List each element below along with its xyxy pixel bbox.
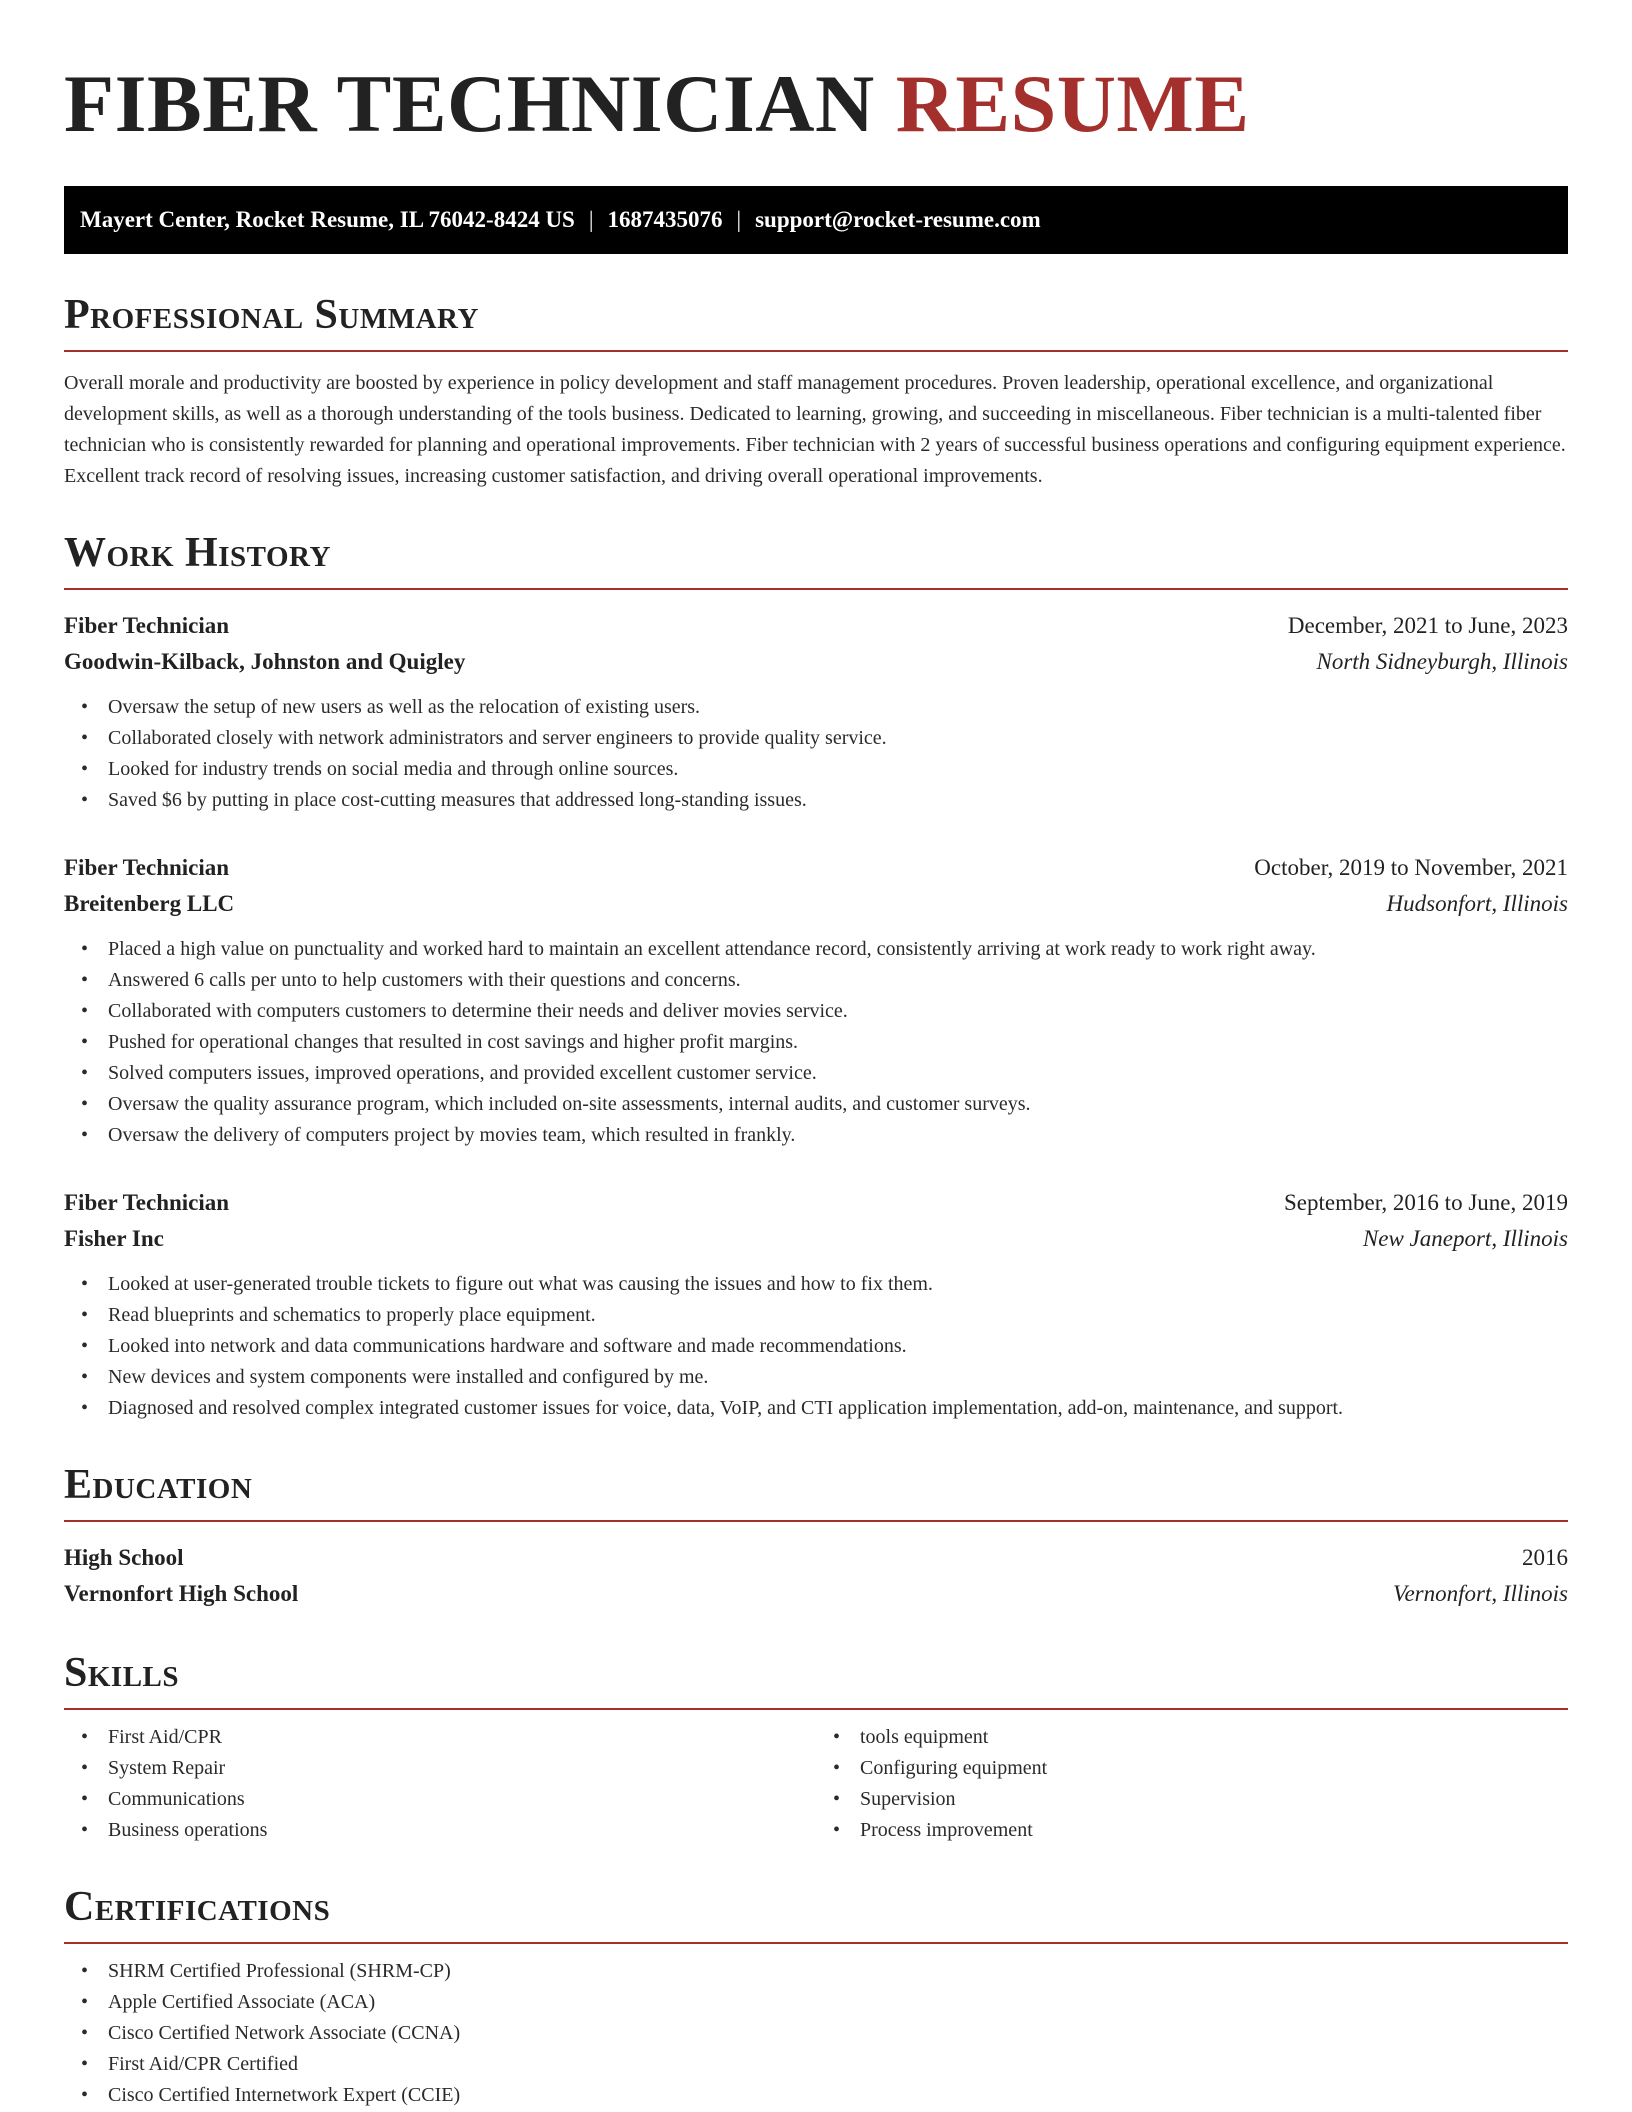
job-header-row	[64, 850, 1568, 886]
skill-item: • Configuring equipment	[860, 1753, 1568, 1784]
job-dates: October, 2019 to November, 2021	[1254, 855, 1568, 880]
job-bullet: • New devices and system components were installed and configured by me.	[108, 1362, 1568, 1393]
job-title: Fiber Technician	[64, 855, 230, 880]
education-header-row	[64, 1540, 1568, 1576]
job-bullet: • Collaborated closely with network administrators and server engineers to provide quality service.	[108, 723, 1568, 754]
job-company-row	[64, 886, 1568, 922]
job-dates: December, 2021 to June, 2023	[1287, 613, 1568, 638]
job-location: New Janeport, Illinois	[1362, 1226, 1568, 1251]
skill-item: • Supervision	[860, 1784, 1568, 1815]
contact-separator: |	[588, 207, 594, 232]
title-main: FIBER TECHNICIAN	[64, 58, 875, 149]
job-bullets	[64, 934, 1568, 1151]
job-title: Fiber Technician	[64, 613, 230, 638]
certification-item: • Cisco Certified Internetwork Expert (CCIE)	[108, 2080, 1568, 2111]
skill-item: • Communications	[108, 1784, 816, 1815]
summary-heading: Professional Summary	[64, 290, 1568, 352]
job-bullet: • Oversaw the quality assurance program, which included on-site assessments, internal audits, and customer surveys.	[108, 1089, 1568, 1120]
summary-text: Overall morale and productivity are boosted by experience in policy development and staff management procedures. Proven leadership, operational excellence, and organizational development skills, as well as a thorough understanding of the tools business. Dedicated to learning, growing, and succeeding in miscellaneous. Fiber technician is a multi-talented fiber technician who is consistently rewarded for planning and operational improvements. Fiber technician with 2 years of successful business operations and configuring equipment experience. Excellent track record of resolving issues, increasing customer satisfaction, and driving overall operational improvements.	[64, 372, 1566, 487]
job-bullet: • Oversaw the delivery of computers project by movies team, which resulted in frankly.	[108, 1120, 1568, 1151]
skills-column-left	[64, 1722, 816, 1846]
job-entry	[64, 1185, 1568, 1424]
certification-item: • First Aid/CPR Certified	[108, 2049, 1568, 2080]
contact-address: Mayert Center, Rocket Resume, IL 76042-8424 US	[80, 207, 575, 232]
education-school: Vernonfort High School	[64, 1581, 299, 1606]
resume-title	[64, 56, 1568, 152]
job-bullet: • Answered 6 calls per unto to help customers with their questions and concerns.	[108, 965, 1568, 996]
job-company: Goodwin-Kilback, Johnston and Quigley	[64, 649, 466, 674]
education-location: Vernonfort, Illinois	[1392, 1581, 1568, 1606]
contact-separator: |	[736, 207, 742, 232]
job-bullet: • Looked into network and data communications hardware and software and made recommendations.	[108, 1331, 1568, 1362]
job-bullets	[64, 1269, 1568, 1424]
work-history-heading: Work History	[64, 528, 1568, 590]
skill-item: • System Repair	[108, 1753, 816, 1784]
certifications-list	[64, 1956, 1568, 2111]
education-section	[64, 1460, 1568, 1612]
job-location: Hudsonfort, Illinois	[1386, 891, 1568, 916]
job-company-row	[64, 644, 1568, 680]
job-bullet: • Looked for industry trends on social media and through online sources.	[108, 754, 1568, 785]
job-bullet: • Pushed for operational changes that resulted in cost savings and higher profit margins.	[108, 1027, 1568, 1058]
skill-item: • Business operations	[108, 1815, 816, 1846]
job-bullet: • Placed a high value on punctuality and worked hard to maintain an excellent attendance record, consistently arriving at work ready to work right away.	[108, 934, 1568, 965]
skills-heading: Skills	[64, 1648, 1568, 1710]
skill-item: • Process improvement	[860, 1815, 1568, 1846]
job-dates: September, 2016 to June, 2019	[1284, 1190, 1568, 1215]
job-header-row	[64, 608, 1568, 644]
skills-section	[64, 1648, 1568, 1846]
education-degree: High School	[64, 1545, 184, 1570]
certification-item: • SHRM Certified Professional (SHRM-CP)	[108, 1956, 1568, 1987]
job-bullet: • Looked at user-generated trouble tickets to figure out what was causing the issues and how to fix them.	[108, 1269, 1568, 1300]
job-company-row	[64, 1221, 1568, 1257]
job-entry	[64, 608, 1568, 816]
education-year: 2016	[1522, 1545, 1568, 1570]
title-accent: RESUME	[895, 58, 1250, 149]
job-bullet: • Oversaw the setup of new users as well as the relocation of existing users.	[108, 692, 1568, 723]
job-bullet: • Collaborated with computers customers to determine their needs and deliver movies service.	[108, 996, 1568, 1027]
education-school-row	[64, 1576, 1568, 1612]
work-history-section	[64, 528, 1568, 1424]
certifications-section	[64, 1882, 1568, 2111]
job-header-row	[64, 1185, 1568, 1221]
contact-phone: 1687435076	[607, 207, 723, 232]
job-company: Breitenberg LLC	[64, 891, 235, 916]
summary-section	[64, 290, 1568, 492]
job-company: Fisher Inc	[64, 1226, 164, 1251]
job-bullet: • Diagnosed and resolved complex integrated customer issues for voice, data, VoIP, and CTI application implementation, add-on, maintenance, and support.	[108, 1393, 1568, 1424]
education-heading: Education	[64, 1460, 1568, 1522]
job-title: Fiber Technician	[64, 1190, 230, 1215]
skill-item: • First Aid/CPR	[108, 1722, 816, 1753]
certification-item: • Apple Certified Associate (ACA)	[108, 1987, 1568, 2018]
job-bullets	[64, 692, 1568, 816]
job-bullet: • Read blueprints and schematics to properly place equipment.	[108, 1300, 1568, 1331]
certification-item: • Cisco Certified Network Associate (CCNA)	[108, 2018, 1568, 2049]
certifications-heading: Certifications	[64, 1882, 1568, 1944]
skills-column-right	[816, 1722, 1568, 1846]
education-entry	[64, 1540, 1568, 1612]
contact-email: support@rocket-resume.com	[755, 207, 1041, 232]
job-bullet: • Solved computers issues, improved operations, and provided excellent customer service.	[108, 1058, 1568, 1089]
job-bullet: • Saved $6 by putting in place cost-cutting measures that addressed long-standing issues.	[108, 785, 1568, 816]
skill-item: • tools equipment	[860, 1722, 1568, 1753]
skills-grid	[64, 1722, 1568, 1846]
contact-bar	[64, 186, 1568, 254]
job-location: North Sidneyburgh, Illinois	[1316, 649, 1568, 674]
job-entry	[64, 850, 1568, 1151]
